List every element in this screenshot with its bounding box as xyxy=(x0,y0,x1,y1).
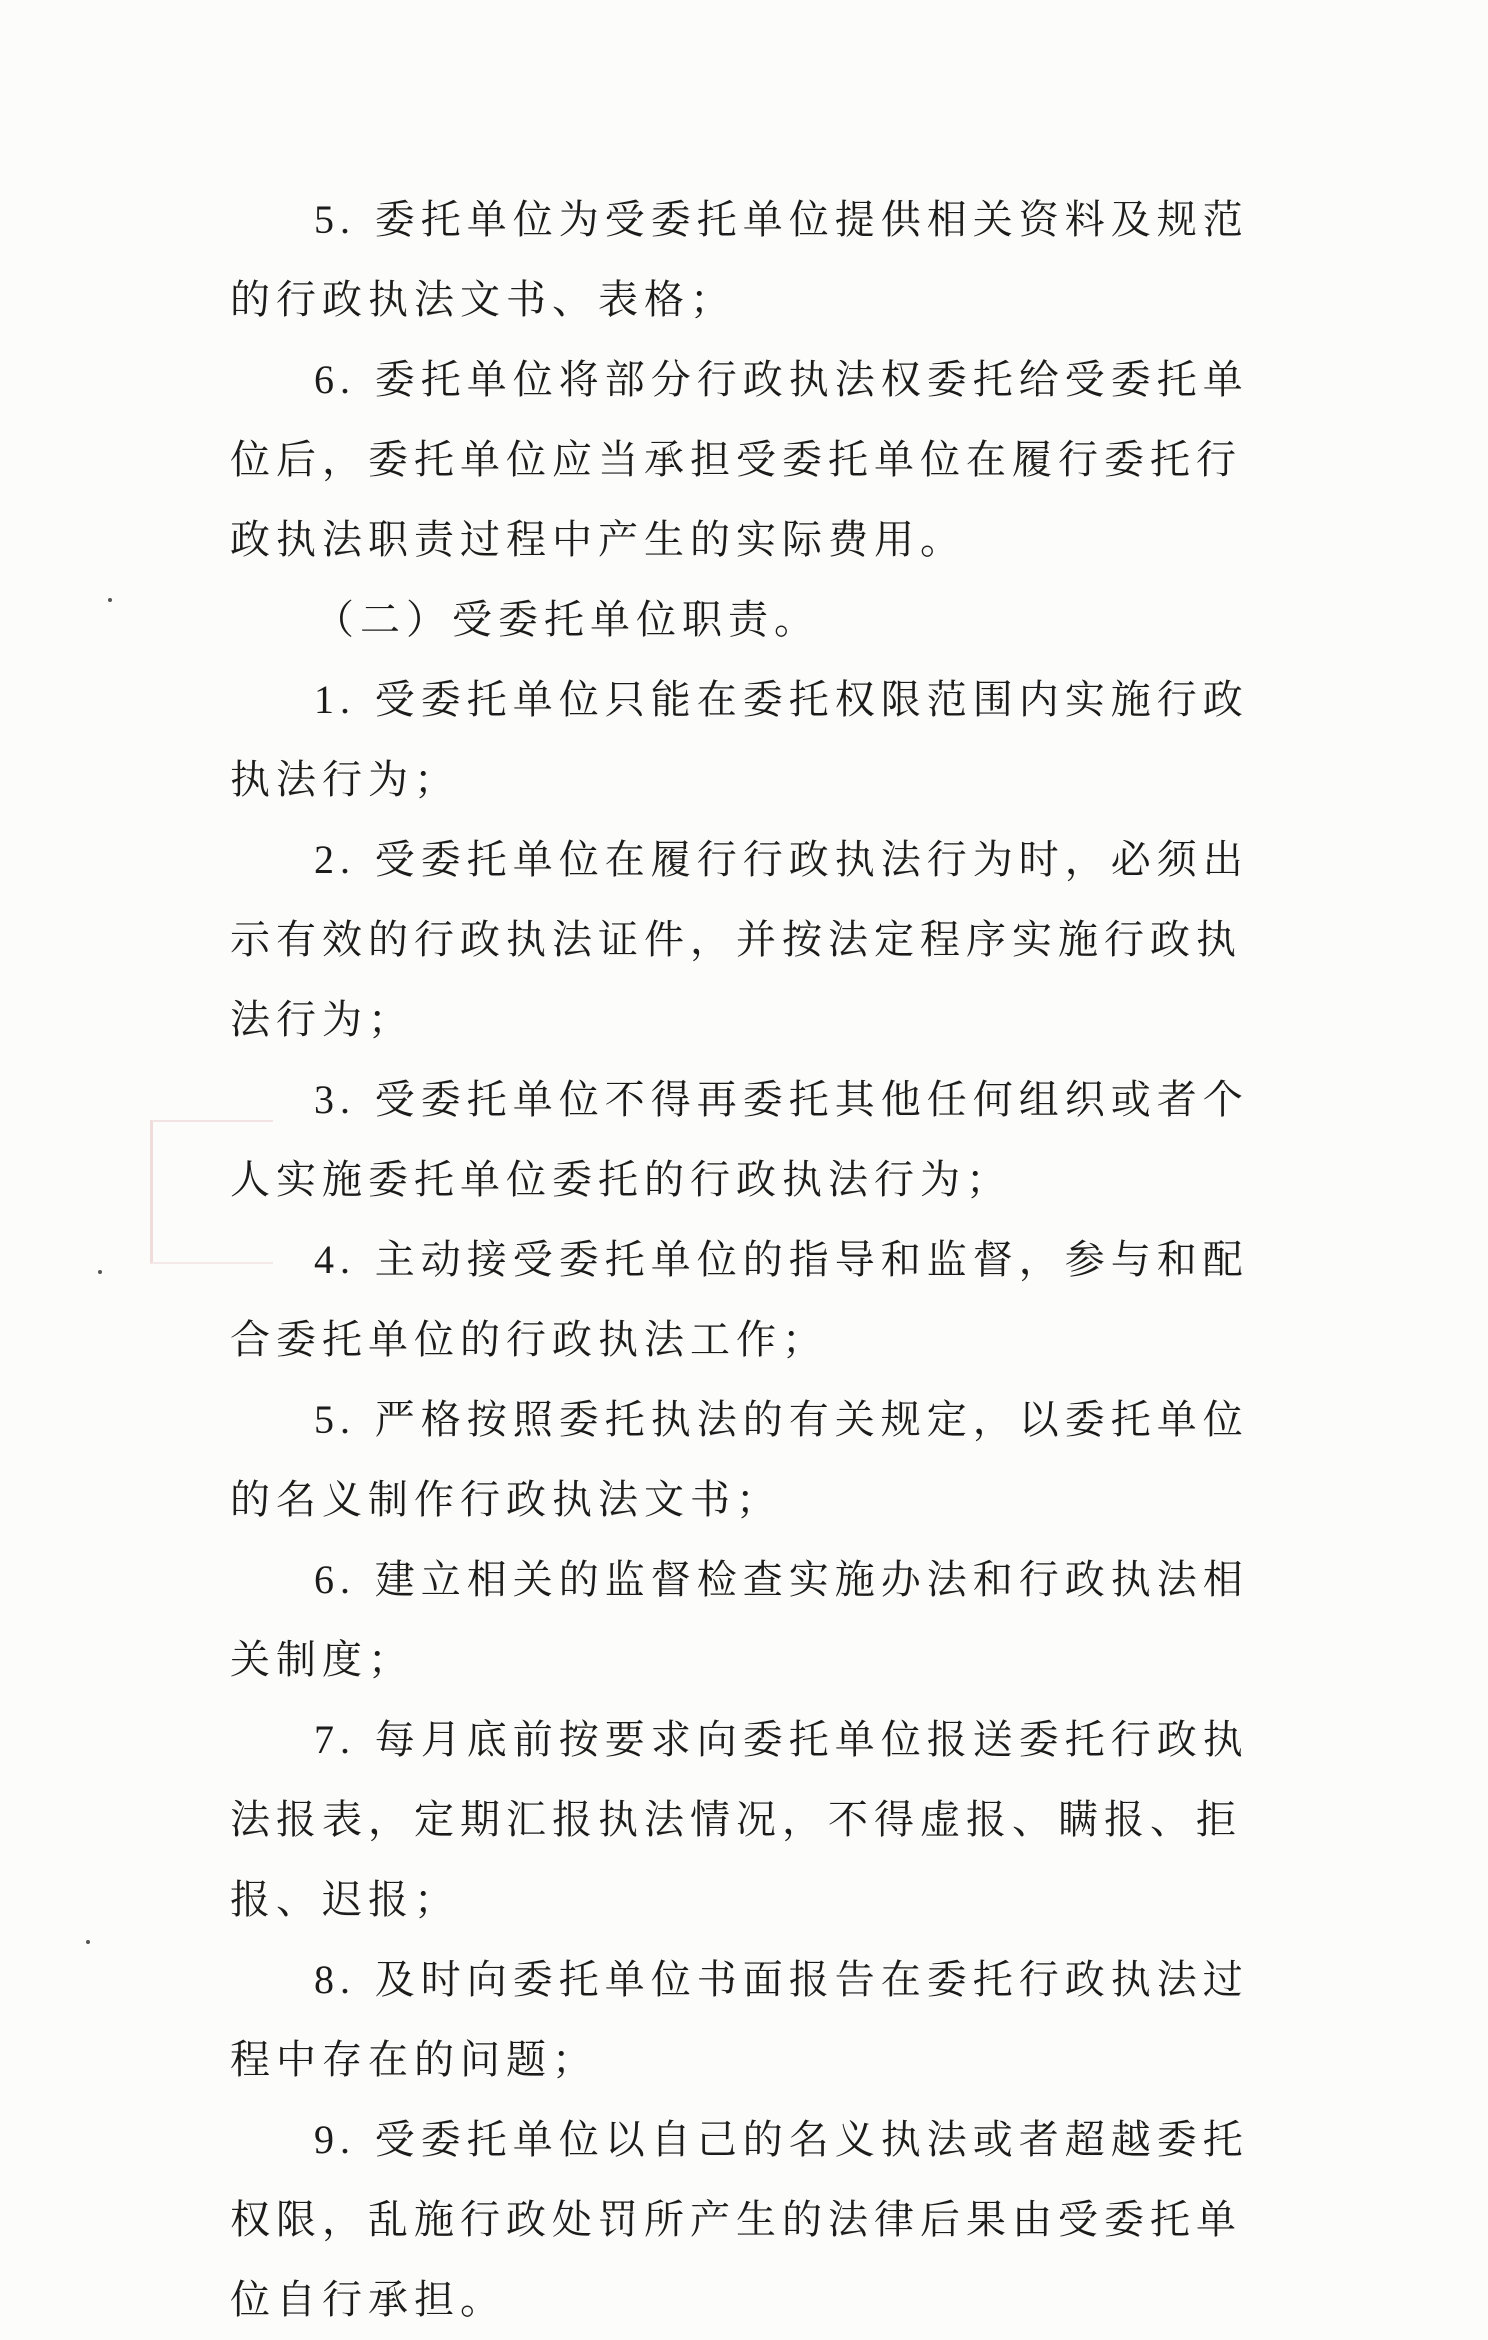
duty-item xyxy=(230,1380,1270,1540)
duty-item xyxy=(230,1540,1270,1700)
item-number: 8. xyxy=(314,1957,356,2002)
duty-item xyxy=(230,660,1270,820)
section-heading: （二）受委托单位职责。 xyxy=(314,597,820,643)
item-text: 受委托单位不得再委托其他任何组织或者个人实施委托单位委托的行政执法行为； xyxy=(230,1077,1249,1203)
item-text: 受委托单位以自己的名义执法或者超越委托权限，乱施行政处罚所产生的法律后果由受委托单位自行承担。 xyxy=(230,2117,1249,2323)
item-number: 7. xyxy=(314,1717,356,1762)
duty-item xyxy=(230,1220,1270,1380)
item-number: 5. xyxy=(314,1397,356,1442)
item-text: 每月底前按要求向委托单位报送委托行政执法报表，定期汇报执法情况，不得虚报、瞒报、拒报、迟报； xyxy=(230,1717,1249,1923)
scan-speck xyxy=(108,598,112,602)
scan-speck xyxy=(86,1940,90,1944)
duty-item xyxy=(230,2100,1270,2340)
item-number: 9. xyxy=(314,2117,356,2162)
duty-item xyxy=(230,1700,1270,1940)
paragraph-item xyxy=(230,180,1270,340)
document-body xyxy=(230,180,1270,2340)
item-text: 受委托单位只能在委托权限范围内实施行政执法行为； xyxy=(230,677,1249,803)
scan-speck xyxy=(98,1270,102,1274)
item-number: 6. xyxy=(314,357,356,402)
duty-item xyxy=(230,1060,1270,1220)
item-number: 4. xyxy=(314,1237,356,1282)
item-number: 1. xyxy=(314,677,356,722)
duty-item xyxy=(230,1940,1270,2100)
item-text: 委托单位为受委托单位提供相关资料及规范的行政执法文书、表格； xyxy=(230,197,1249,323)
paragraph-item xyxy=(230,340,1270,580)
item-text: 建立相关的监督检查实施办法和行政执法相关制度； xyxy=(230,1557,1249,1683)
item-text: 主动接受委托单位的指导和监督，参与和配合委托单位的行政执法工作； xyxy=(230,1237,1249,1363)
item-number: 2. xyxy=(314,837,356,882)
duty-item xyxy=(230,820,1270,1060)
item-number: 6. xyxy=(314,1557,356,1602)
item-text: 受委托单位在履行行政执法行为时，必须出示有效的行政执法证件，并按法定程序实施行政执法行为； xyxy=(230,837,1249,1043)
item-number: 3. xyxy=(314,1077,356,1122)
item-number: 5. xyxy=(314,197,356,242)
item-text: 严格按照委托执法的有关规定，以委托单位的名义制作行政执法文书； xyxy=(230,1397,1249,1523)
item-text: 委托单位将部分行政执法权委托给受委托单位后，委托单位应当承担受委托单位在履行委托行政执法职责过程中产生的实际费用。 xyxy=(230,357,1249,563)
item-text: 及时向委托单位书面报告在委托行政执法过程中存在的问题； xyxy=(230,1957,1249,2083)
